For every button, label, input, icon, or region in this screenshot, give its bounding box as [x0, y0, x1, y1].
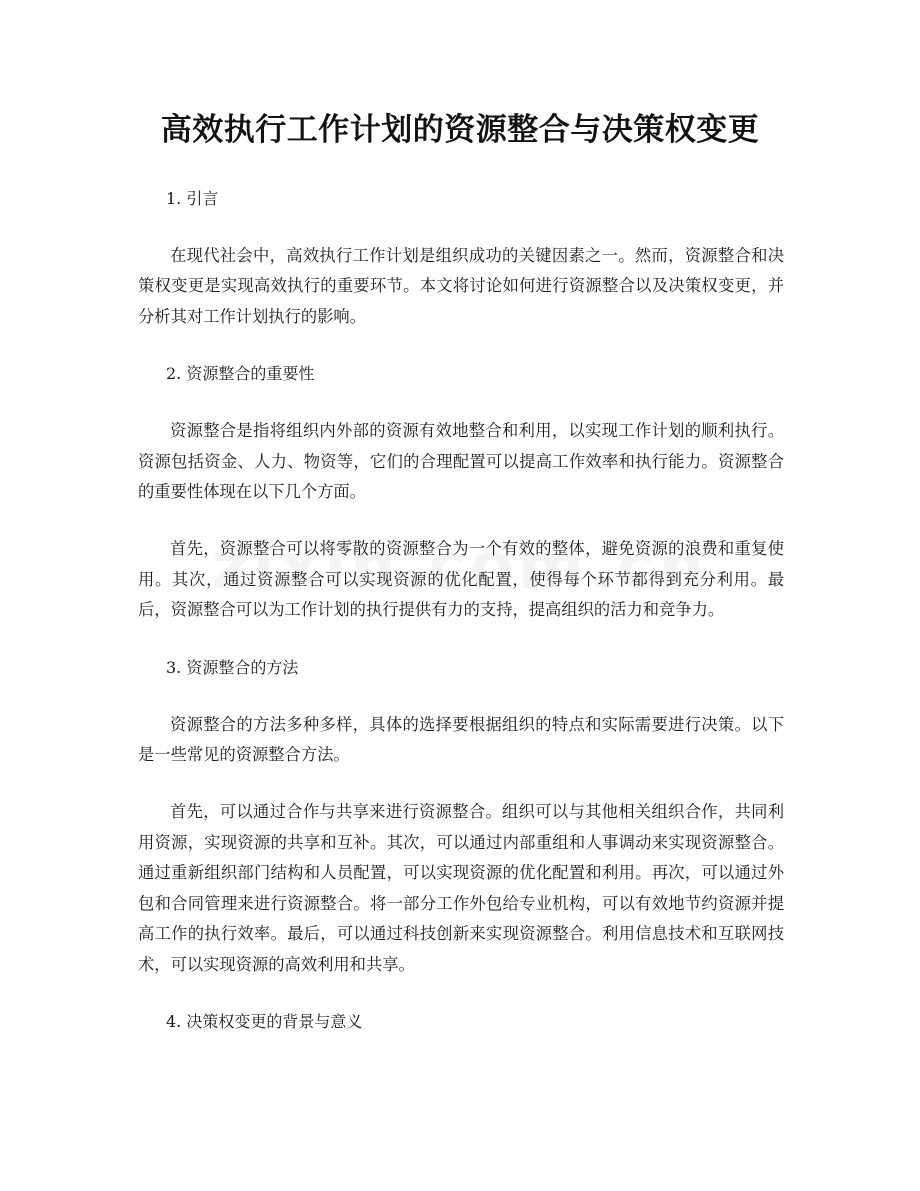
- document-title: 高效执行工作计划的资源整合与决策权变更: [160, 112, 760, 148]
- paragraph: 首先，可以通过合作与共享来进行资源整合。组织可以与其他相关组织合作，共同利用资源，实现资源的共享和互补。其次，可以通过内部重组和人事调动来实现资源整合。通过重新组织部门结构和人员配置，可以实现资源的优化配置和利用。再次，可以通过外包和合同管理来进行资源整合。将一部分工作外包给专业机构，可以有效地节约资源并提高工作的执行效率。最后，可以通过科技创新来实现资源整合。利用信息技术和互联网技术，可以实现资源的高效利用和共享。: [138, 802, 784, 974]
- section-heading-methods: 3. 资源整合的方法: [166, 657, 299, 677]
- paragraph: 在现代社会中，高效执行工作计划是组织成功的关键因素之一。然而，资源整合和决策权变更是实现高效执行的重要环节。本文将讨论如何进行资源整合以及决策权变更，并分析其对工作计划执行的影响。: [138, 246, 784, 326]
- section-heading-decision-rights: 4. 决策权变更的背景与意义: [166, 1011, 363, 1031]
- section-heading-introduction: 1. 引言: [166, 189, 219, 208]
- document-body: [138, 184, 784, 1064]
- paragraph: 首先，资源整合可以将零散的资源整合为一个有效的整体，避免资源的浪费和重复使用。其次，通过资源整合可以实现资源的优化配置，使得每个环节都得到充分利用。最后，资源整合可以为工作计划的执行提供有力的支持，提高组织的活力和竞争力。: [138, 539, 784, 620]
- paragraph: 资源整合的方法多种多样，具体的选择要根据组织的特点和实际需要进行决策。以下是一些常见的资源整合方法。: [138, 714, 784, 765]
- paragraph: 资源整合是指将组织内外部的资源有效地整合和利用，以实现工作计划的顺利执行。资源包括资金、人力、物资等，它们的合理配置可以提高工作效率和执行能力。资源整合的重要性体现在以下几个方面。: [138, 421, 784, 502]
- section-heading-importance: 2. 资源整合的重要性: [166, 364, 315, 384]
